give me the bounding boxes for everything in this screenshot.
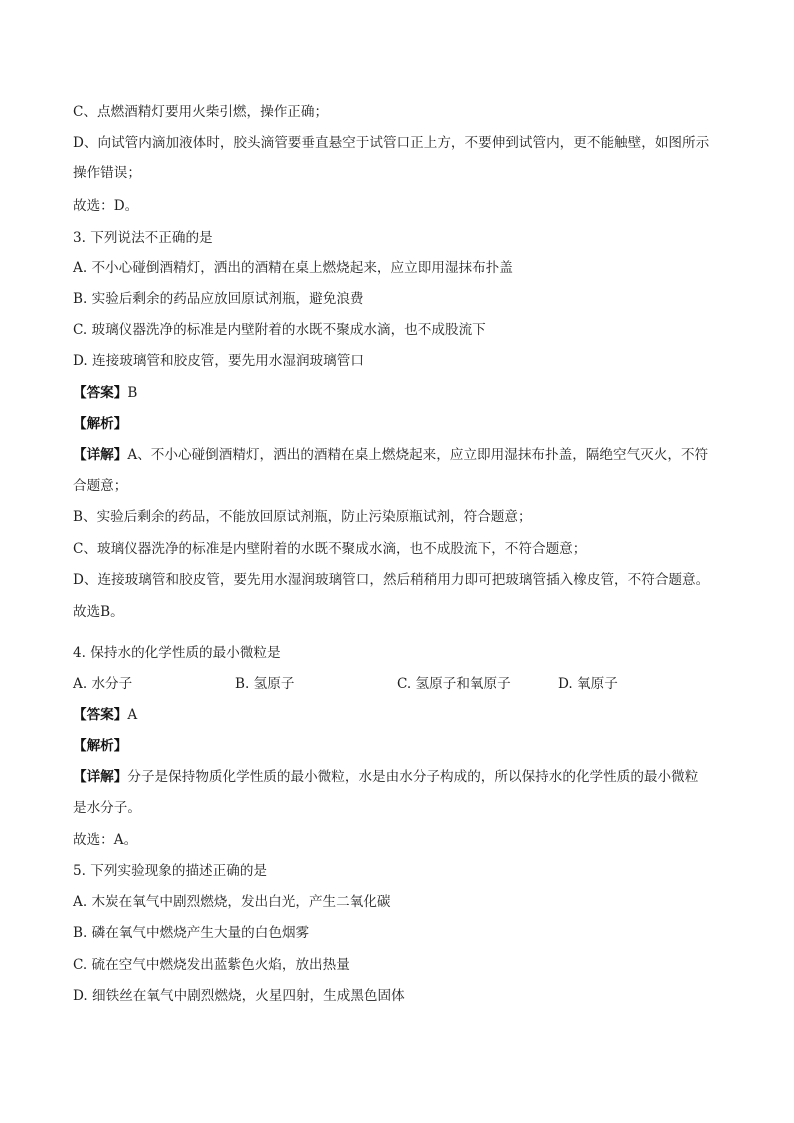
q4-option-d: D. 氧原子 (558, 676, 618, 692)
q3-stem: 3. 下列说法不正确的是 (73, 230, 213, 246)
q4-analysis-label: 【解析】 (73, 738, 128, 754)
q4-answer-label: 【答案】 (73, 707, 128, 723)
q5-option-d: D. 细铁丝在氧气中剧烈燃烧，火星四射，生成黑色固体 (73, 988, 405, 1004)
q4-option-b: B. 氢原子 (235, 676, 295, 692)
q4-answer-value: A (127, 707, 138, 723)
q3-answer-label: 【答案】 (73, 385, 128, 401)
q3-option-b: B. 实验后剩余的药品应放回原试剂瓶，避免浪费 (73, 291, 364, 307)
q5-option-c: C. 硫在空气中燃烧发出蓝紫色火焰，放出热量 (73, 957, 350, 973)
q5-option-b: B. 磷在氧气中燃烧产生大量的白色烟雾 (73, 925, 310, 941)
q4-option-a: A. 水分子 (73, 676, 133, 692)
q4-detail-text: 分子是保持物质化学性质的最小微粒，水是由水分子构成的，所以保持水的化学性质的最小微粒 (127, 769, 699, 785)
q3-detail-line (73, 446, 708, 464)
q3-answer-value: B (127, 385, 138, 401)
q3-detail-line: B、实验后剩余的药品，不能放回原试剂瓶，防止污染原瓶试剂，符合题意； (73, 509, 532, 525)
q2-conclusion: 故选：D。 (73, 198, 139, 214)
q3-option-a: A. 不小心碰倒酒精灯，洒出的酒精在桌上燃烧起来，应立即用湿抹布扑盖 (73, 260, 513, 276)
q4-conclusion: 故选：A。 (73, 832, 138, 848)
q5-stem: 5. 下列实验现象的描述正确的是 (73, 863, 268, 879)
q3-option-c: C. 玻璃仪器洗净的标准是内壁附着的水既不聚成水滴，也不成股流下 (73, 322, 486, 338)
q4-option-c: C. 氢原子和氧原子 (397, 676, 511, 692)
q4-stem: 4. 保持水的化学性质的最小微粒是 (73, 645, 281, 661)
q3-detail-line: D、连接玻璃管和胶皮管，要先用水湿润玻璃管口，然后稍稍用力即可把玻璃管插入橡皮管，不符合题意。 (73, 572, 710, 588)
q3-answer (73, 384, 137, 402)
q4-detail-line (73, 768, 698, 786)
q2-option-c-explanation: C、点燃酒精灯要用火柴引燃，操作正确； (73, 104, 329, 120)
q4-detail-label: 【详解】 (73, 769, 128, 785)
q3-conclusion: 故选B。 (73, 604, 124, 620)
q3-analysis-label: 【解析】 (73, 416, 128, 432)
q3-detail-line: C、玻璃仪器洗净的标准是内壁附着的水既不聚成水滴，也不成股流下，不符合题意； (73, 541, 587, 557)
q2-option-d-explanation-cont: 操作错误； (73, 165, 141, 181)
q4-detail-line: 是水分子。 (73, 800, 141, 816)
q3-detail-line: 合题意； (73, 478, 128, 494)
q5-option-a: A. 木炭在氧气中剧烈燃烧，发出白光，产生二氧化碳 (73, 894, 391, 910)
q3-option-d: D. 连接玻璃管和胶皮管，要先用水湿润玻璃管口 (73, 353, 364, 369)
q3-detail-text: A、不小心碰倒酒精灯，洒出的酒精在桌上燃烧起来，应立即用湿抹布扑盖，隔绝空气灭火，不符 (127, 447, 709, 463)
q4-answer (73, 706, 137, 724)
q2-option-d-explanation: D、向试管内滴加液体时，胶头滴管要垂直悬空于试管口正上方，不要伸到试管内，更不能触壁，如图所示 (73, 135, 710, 151)
q3-detail-label: 【详解】 (73, 447, 128, 463)
